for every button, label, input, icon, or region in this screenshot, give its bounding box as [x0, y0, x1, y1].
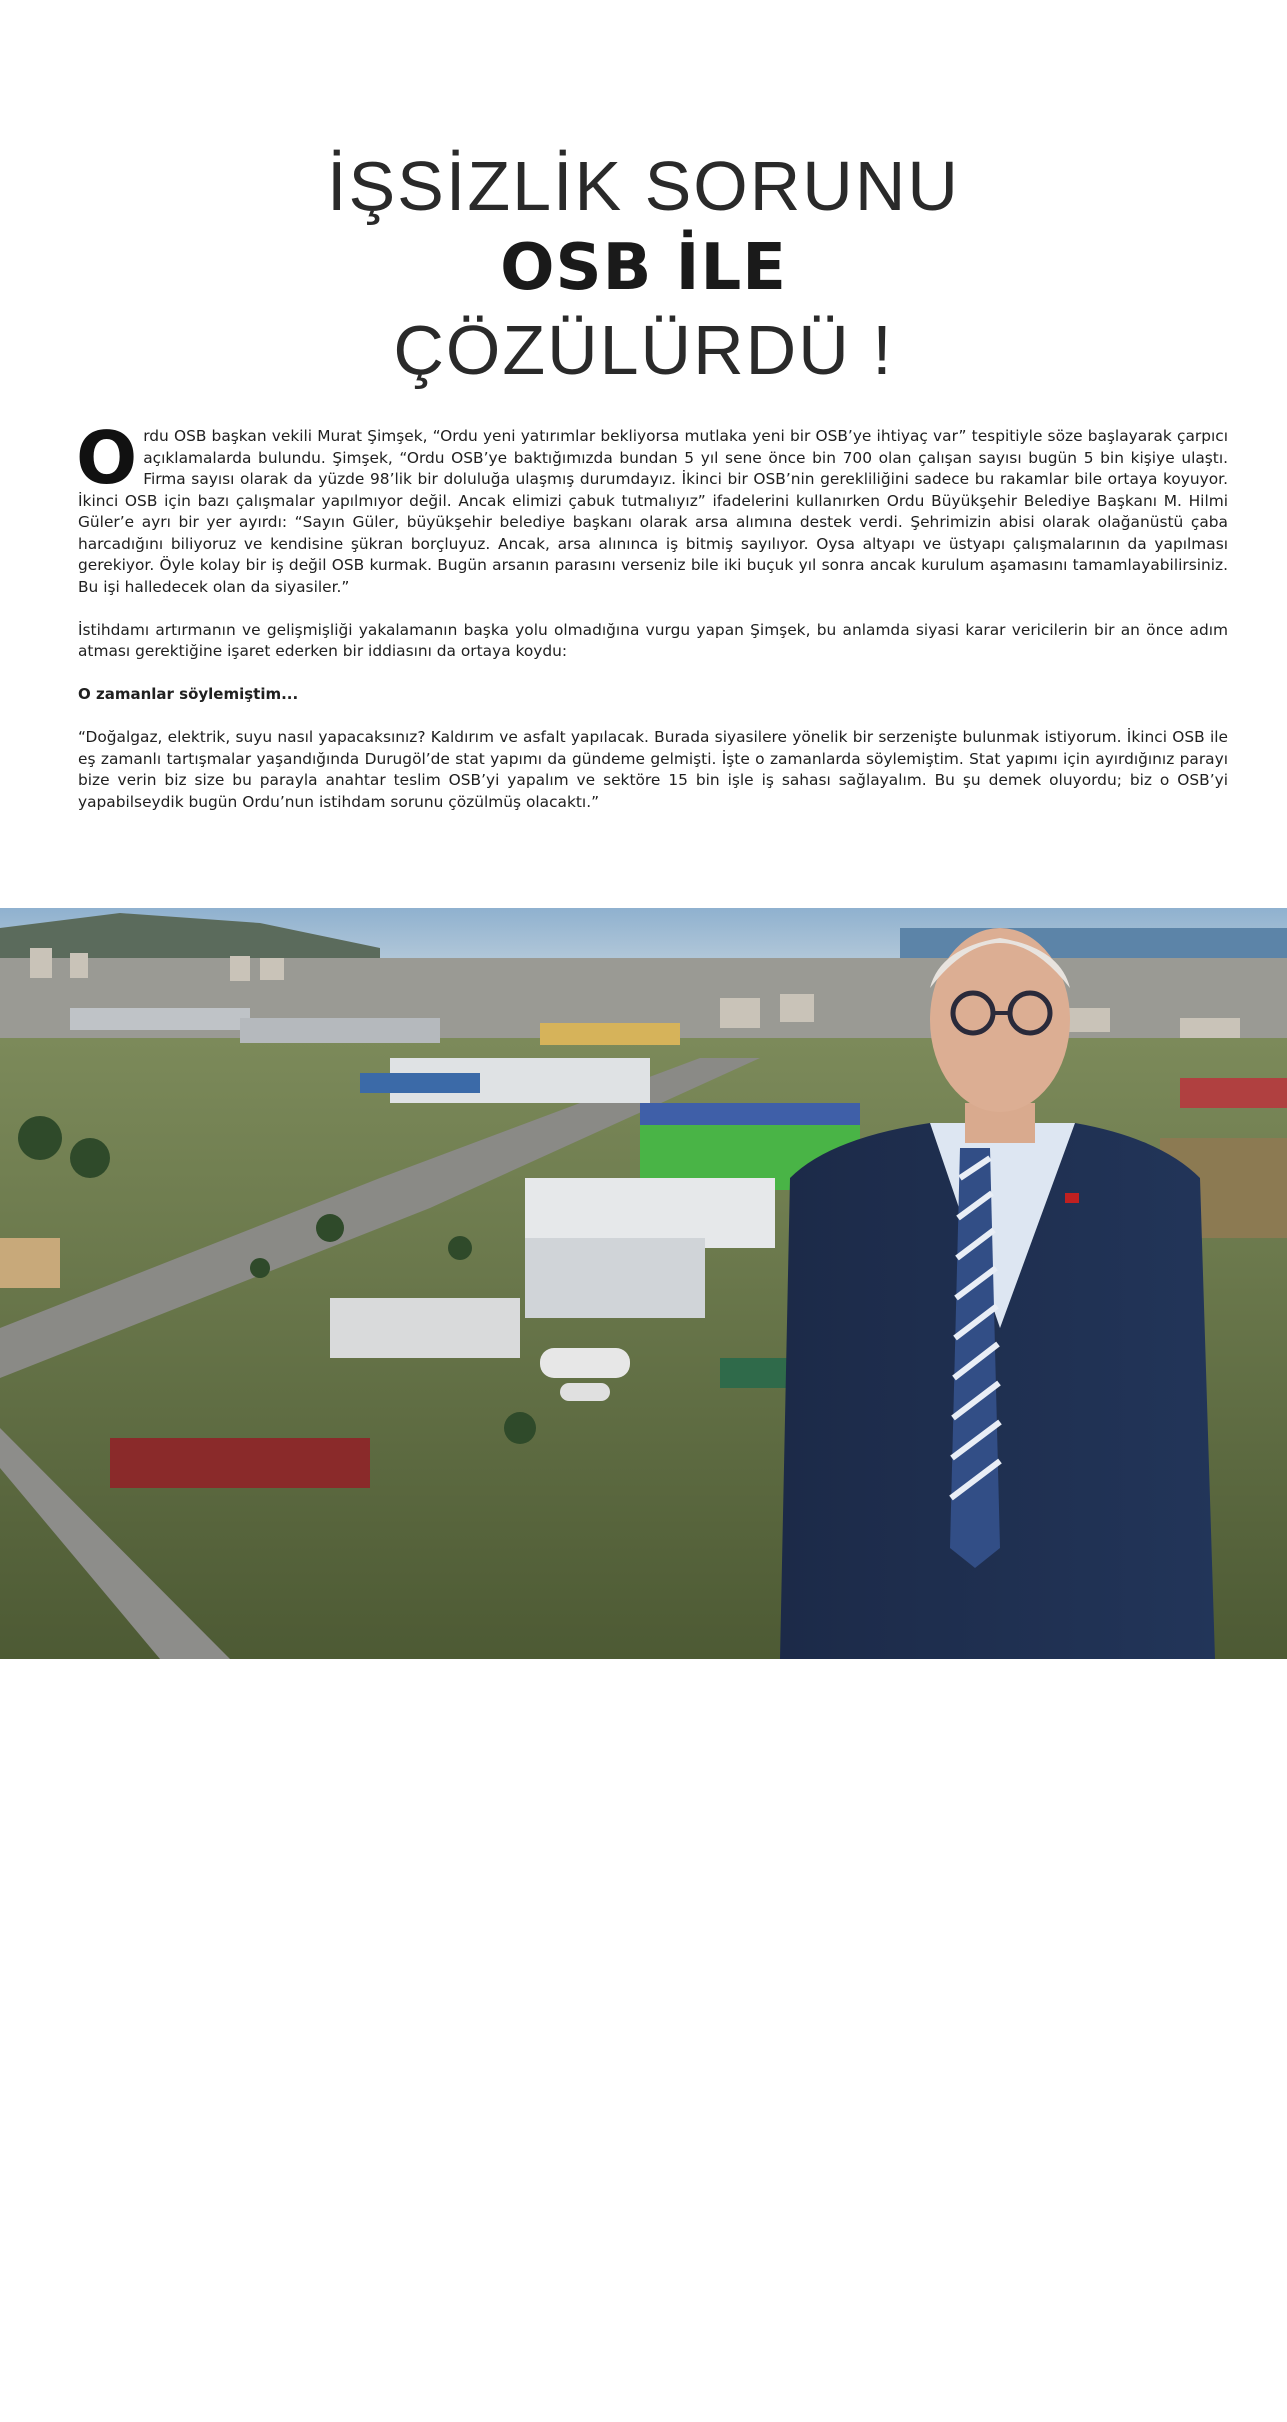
photo-caption	[970, 2378, 1219, 2422]
article-body	[76, 416, 1228, 835]
headline-line-2: OSB İLE	[500, 231, 787, 305]
article-paragraph-2: İstihdamı artırmanın ve gelişmişliği yakalamanın başka yolu olmadığına vurgu yapan Şimşek, bu anlamda siyasi karar vericilerin bir an önce adım atması gerektiğine işaret ederken bir iddiasını da ortaya koydu:	[78, 620, 1228, 660]
headline-line-3: ÇÖZÜLÜRDÜ !	[393, 311, 894, 389]
article-paragraph-3: “Doğalgaz, elektrik, suyu nasıl yapacaksınız? Kaldırım ve asfalt yapılacak. Burada siyasilere yönelik bir serzenişte bulunmak istiyorum. İkinci OSB ile eş zamanlı tartışmalar yaşandığında Durugöl’de stat yapımı da gündeme gelmişti. İşte o zamanlarda söylemiştim. Stat yapımı için ayırdığınız parayı bize verin biz size bu parayla anahtar teslim OSB’yi yapalım ve sektöre 15 bin işle iş sahası sağlayalım. Bu şu demek oluyordu; biz o OSB’yi yapabilseydik bugün Ordu’nun istihdam sorunu çözülmüş olacaktı.”	[78, 728, 1228, 811]
dropcap: O	[76, 416, 138, 500]
caption-role: ORDU OSB BAŞKAN VEKİLİ	[970, 2401, 1220, 2420]
caption-name: MURAT ŞİMŞEK	[970, 2379, 1114, 2398]
headline	[0, 145, 1287, 391]
article-paragraph-1	[76, 416, 1228, 598]
headline-line-1: İŞSİZLİK SORUNU	[327, 147, 960, 225]
aerial-photo-illustration	[0, 908, 1287, 1659]
paragraph-1-text: rdu OSB başkan vekili Murat Şimşek, “Ordu yeni yatırımlar bekliyorsa mutlaka yeni bir OSB’ye ihtiyaç var” tespitiyle söze başlayarak çarpıcı açıklamalarda bulundu. Şimşek, “Ordu OSB’ye baktığımızda bundan 5 yıl sene önce bin 700 olan çalışan sayısı bugün 5 bin kişiye ulaştı. Firma sayısı olarak da yüzde 98’lik bir doluluğa ulaşmış durumdayız. İkinci bir OSB’nin gerekliliğini sadece bu rakamlar bile ortaya koyuyor. İkinci OSB için bazı çalışmalar yapılmıyor değil. Ancak elimizi çabuk tutmalıyız” ifadelerini kullanırken Ordu Büyükşehir Belediye Başkanı M. Hilmi Güler’e ayrı bir yer ayırdı: “Sayın Güler, büyükşehir belediye başkanı olarak arsa alımına destek verdi. Şehrimizin abisi olarak olağanüstü çaba harcadığını biliyoruz ve kendisine şükran borçluyuz. Ancak, arsa alınınca iş bitmiş sayılıyor. Oysa altyapı ve üstyapı çalışmalarının da yapılması gerekiyor. Öyle kolay bir iş değil OSB kurmak. Bugün arsanın parasını verseniz bile iki buçuk yıl sonra ancak kurulum aşamasını tamamlayabilirsiniz. Bu işi halledecek olan da siyasiler.”	[78, 427, 1228, 596]
industrial-zone-photo	[0, 908, 1287, 2420]
article-subheading: O zamanlar söylemiştim...	[78, 685, 299, 703]
